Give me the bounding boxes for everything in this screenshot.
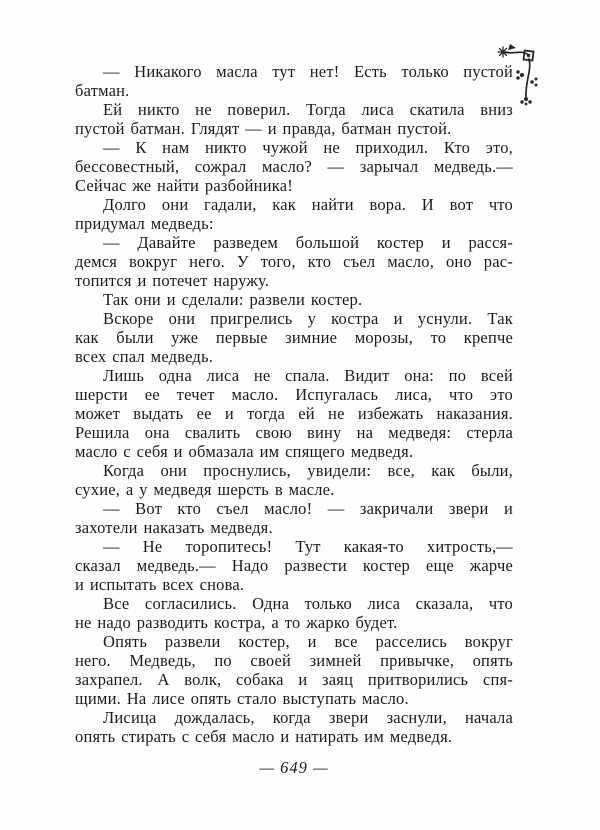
text-line: Вскоре они пригрелись у костра и уснули. Так (103, 309, 513, 328)
text-line: — Никакого масла тут нет! Есть только пустой (103, 62, 513, 81)
text-line: — К нам никто чужой не приходил. Кто это, (103, 138, 513, 157)
text-line: — Вот кто съел масло! — закричали звери и (103, 499, 513, 518)
text-line: пустой батман. Глядят — и правда, батман пустой. (75, 119, 452, 138)
text-line: сухие, а у медведя шерсть в масле. (75, 480, 335, 499)
text-line: — Не торопитесь! Тут какая-то хитрость,— (103, 537, 513, 556)
text-line: Долго они гадали, как найти вора. И вот что (103, 195, 513, 214)
text-line: Сейчас же найти разбойника! (75, 176, 293, 195)
text-line: опять стирать с себя масло и натирать им медведя. (75, 727, 453, 746)
text-line: как были уже первые зимние морозы, то крепче (75, 328, 513, 347)
text-line: шерсти ее течет масло. Испугалась лиса, что это (75, 385, 513, 404)
text-line: Лисица дождалась, когда звери заснули, начала (103, 708, 513, 727)
text-line: Лишь одна лиса не спала. Видит она: по всей (103, 366, 513, 385)
text-line: Решила она свалить свою вину на медведя: стерла (75, 423, 513, 442)
text-line: масло с себя и обмазала им спящего медведя. (75, 442, 414, 461)
text-line: батман. (75, 81, 130, 100)
text-line: захотели наказать медведя. (75, 518, 273, 537)
page-number: — 649 — (259, 758, 329, 777)
text-line: и испытать всех снова. (75, 575, 245, 594)
text-line: не надо разводить костра, а то жарко будет. (75, 613, 398, 632)
text-line: — Давайте разведем большой костер и расся- (103, 233, 513, 252)
text-line: Так они и сделали: развели костер. (103, 290, 363, 309)
text-line: захрапел. А волк, собака и заяц притворились спя- (75, 670, 513, 689)
text-line: может выдать ее и тогда ей не избежать наказания. (75, 404, 513, 423)
text-line: Когда они проснулись, увидели: все, как были, (103, 461, 513, 480)
text-line: придумал медведь: (75, 214, 214, 233)
text-line: Ей никто не поверил. Тогда лиса скатила вниз (103, 100, 513, 119)
text-line: сказал медведь.— Надо развести костер еще жарче (75, 556, 513, 575)
text-line: Все согласились. Одна только лиса сказала, что (103, 594, 513, 613)
text-line: всех спал медведь. (75, 347, 214, 366)
text-line: щими. На лисе опять стало выступать масло. (75, 689, 409, 708)
page-text (75, 62, 513, 746)
text-line: бессовестный, сожрал масло? — зарычал медведь.— (75, 157, 513, 176)
text-line: топится и потечет наружу. (75, 271, 270, 290)
text-line: Опять развели костер, и все расселись вокруг (103, 632, 513, 651)
text-line: него. Медведь, по своей зимней привычке, опять (75, 651, 513, 670)
text-line: демся вокруг него. У того, кто съел масло, оно рас- (75, 252, 513, 271)
